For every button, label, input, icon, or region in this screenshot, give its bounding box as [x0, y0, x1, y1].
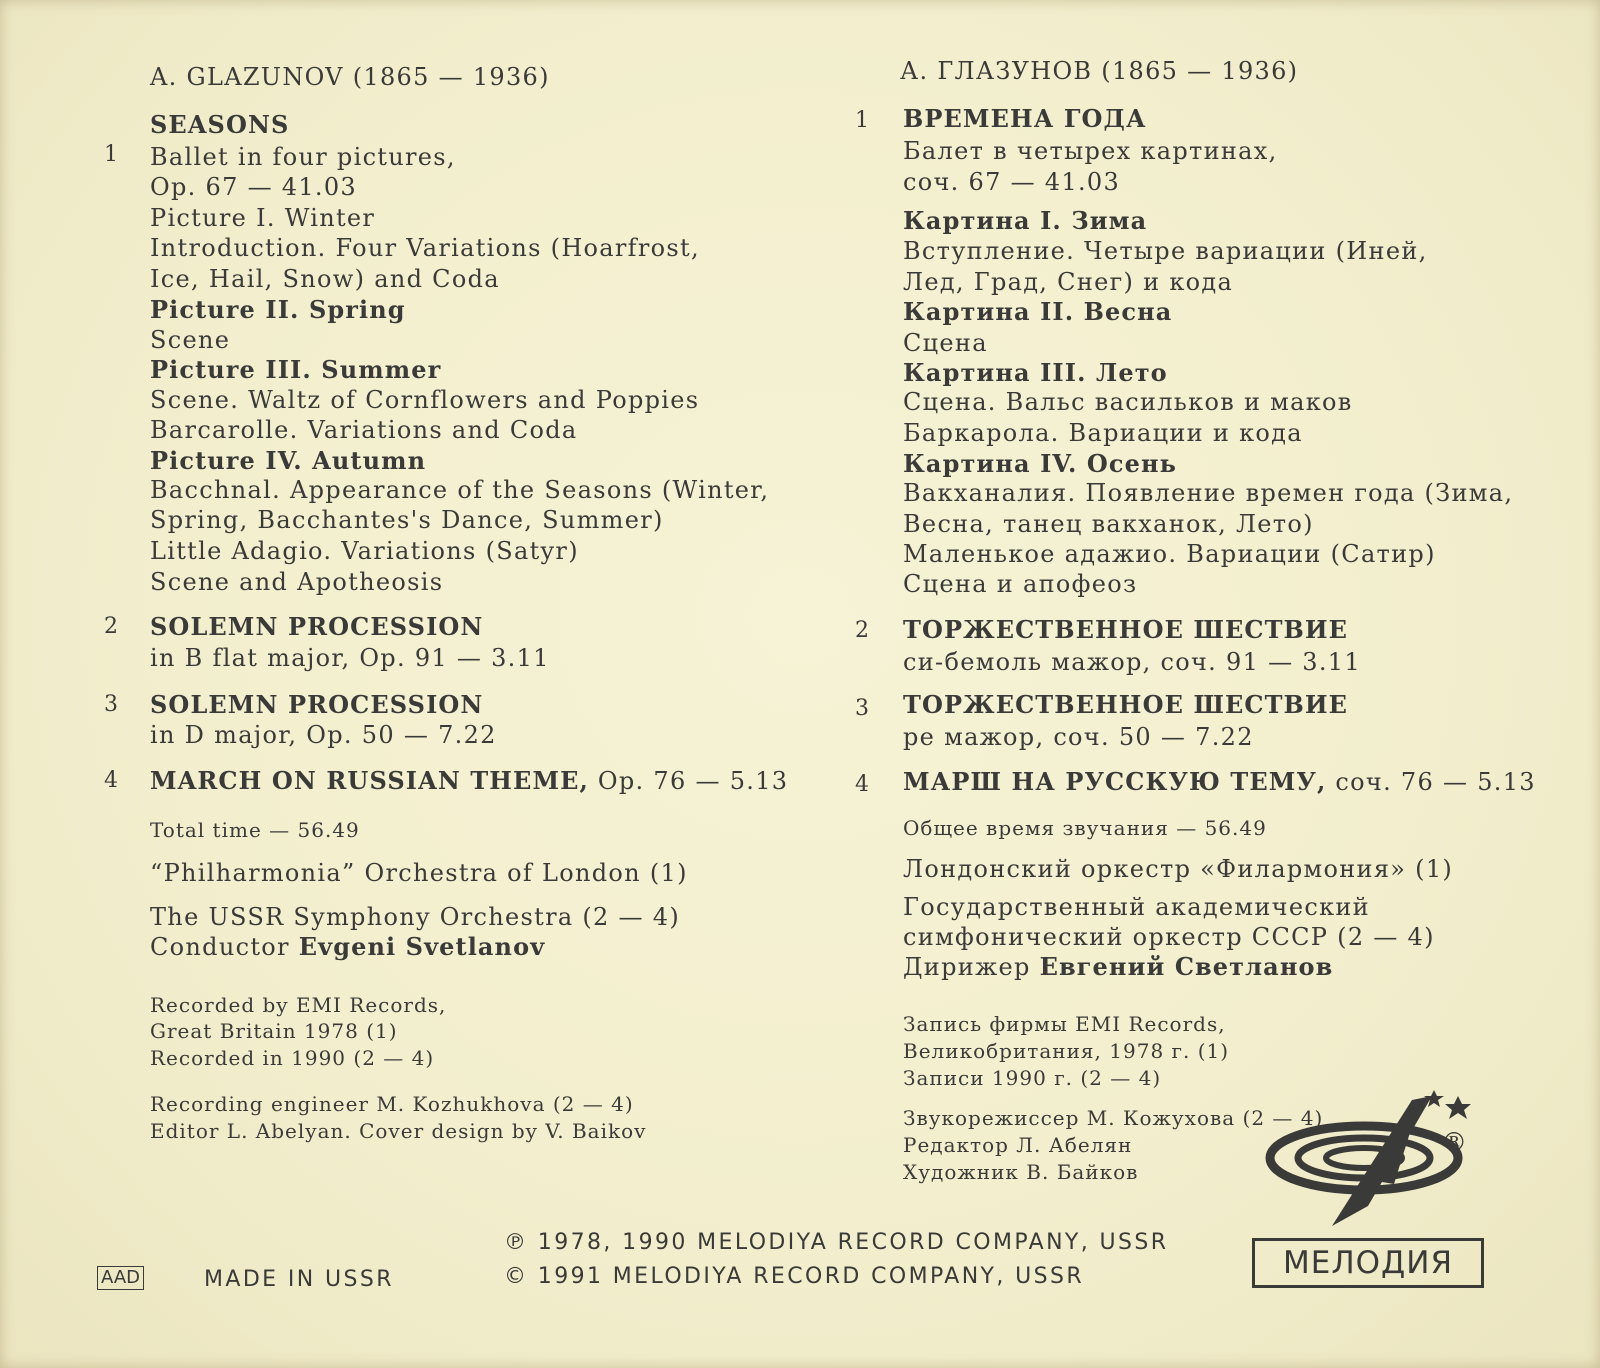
track-2-subtitle-ru: си-бемоль мажор, соч. 91 — 3.11 — [903, 648, 1361, 676]
picture-heading: Picture II. Spring — [150, 295, 406, 324]
orchestra-ussr: The USSR Symphony Orchestra (2 — 4) — [150, 903, 680, 931]
track-4-line-ru — [903, 767, 1536, 797]
track-1-line: Ice, Hail, Snow) and Coda — [150, 265, 500, 293]
melodiya-brand-box: МЕЛОДИЯ — [1252, 1238, 1484, 1288]
registered-mark: ® — [1441, 1128, 1469, 1158]
track-2-number-ru: 2 — [855, 618, 869, 643]
aad-badge: AAD — [97, 1266, 144, 1290]
recording-credit: Recorded by EMI Records, — [150, 993, 447, 1017]
track-1-line: Scene — [150, 326, 231, 354]
picture-heading: Picture IV. Autumn — [150, 446, 427, 475]
track-3-title: SOLEMN PROCESSION — [150, 690, 484, 719]
track-2-title: SOLEMN PROCESSION — [150, 612, 484, 641]
composer-heading-ru: А. ГЛАЗУНОВ (1865 — 1936) — [900, 57, 1299, 85]
track-1-line: Ballet in four pictures, — [150, 143, 456, 171]
track-1-title-ru: ВРЕМЕНА ГОДА — [903, 104, 1147, 133]
track-1-line-ru: Вакханалия. Появление времен года (Зима, — [903, 479, 1514, 507]
track-1-line-ru: Вступление. Четыре вариации (Иней, — [903, 237, 1428, 265]
orchestra-ussr-ru: Государственный академический — [903, 893, 1370, 921]
track-2-number: 2 — [104, 614, 118, 639]
conductor-line-ru — [903, 952, 1333, 982]
copyright-line: © 1991 MELODIYA RECORD COMPANY, USSR — [504, 1264, 1085, 1289]
editor-credit-ru: Редактор Л. Абелян — [903, 1133, 1133, 1157]
track-4-opus: Op. 76 — 5.13 — [597, 767, 789, 795]
track-1-line-ru: Балет в четырех картинах, — [903, 137, 1278, 165]
track-1-line: Bacchnal. Appearance of the Seasons (Winter, — [150, 476, 770, 504]
track-3-number: 3 — [104, 692, 118, 717]
track-4-line — [150, 766, 788, 796]
orchestra-london: “Philharmonia” Orchestra of London (1) — [150, 859, 688, 887]
melodiya-logo-icon — [1262, 1086, 1502, 1236]
recording-credit: Recorded in 1990 (2 — 4) — [150, 1046, 435, 1070]
track-1-line: Scene. Waltz of Cornflowers and Poppies — [150, 386, 700, 414]
recording-credit-ru: Великобритания, 1978 г. (1) — [903, 1039, 1230, 1063]
total-time: Total time — 56.49 — [150, 818, 360, 842]
track-3-title-ru: ТОРЖЕСТВЕННОЕ ШЕСТВИЕ — [903, 690, 1349, 719]
track-1-line: Picture I. Winter — [150, 204, 376, 232]
track-1-line-ru: Весна, танец вакханок, Лето) — [903, 510, 1314, 538]
picture-heading-ru: Картина IV. Осень — [903, 449, 1178, 478]
track-1-number-ru: 1 — [855, 108, 869, 133]
orchestra-ussr-ru: симфонический оркестр СССР (2 — 4) — [903, 923, 1435, 951]
track-1-line: Introduction. Four Variations (Hoarfrost, — [150, 234, 700, 262]
engineer-credit: Recording engineer M. Kozhukhova (2 — 4) — [150, 1092, 634, 1116]
track-1-line: Scene and Apotheosis — [150, 568, 444, 596]
conductor-line — [150, 932, 545, 962]
track-3-number-ru: 3 — [855, 696, 869, 721]
orchestra-london-ru: Лондонский оркестр «Филармония» (1) — [903, 855, 1454, 883]
track-4-number: 4 — [104, 768, 118, 793]
track-3-subtitle-ru: ре мажор, соч. 50 — 7.22 — [903, 723, 1254, 751]
track-2-title-ru: ТОРЖЕСТВЕННОЕ ШЕСТВИЕ — [903, 615, 1349, 644]
track-4-number-ru: 4 — [855, 772, 869, 797]
track-4-opus-ru: соч. 76 — 5.13 — [1335, 768, 1536, 796]
conductor-label-ru: Дирижер — [903, 953, 1031, 981]
recording-credit-ru: Запись фирмы EMI Records, — [903, 1012, 1226, 1036]
conductor-label: Conductor — [150, 933, 290, 961]
engineer-credit-ru: Звукорежиссер М. Кожухова (2 — 4) — [903, 1106, 1324, 1130]
phonogram-copyright: ℗ 1978, 1990 MELODIYA RECORD COMPANY, USSR — [504, 1230, 1169, 1255]
made-in-ussr: MADE IN USSR — [204, 1267, 394, 1292]
track-1-line-ru: Сцена. Вальс васильков и маков — [903, 388, 1353, 416]
artist-credit-ru: Художник В. Байков — [903, 1160, 1139, 1184]
track-2-subtitle: in B flat major, Op. 91 — 3.11 — [150, 644, 550, 672]
track-1-line-ru: Лед, Град, Снег) и кода — [903, 268, 1234, 296]
track-1-title: SEASONS — [150, 110, 290, 139]
track-1-line: Spring, Bacchantes's Dance, Summer) — [150, 506, 664, 534]
track-1-line: Op. 67 — 41.03 — [150, 173, 358, 201]
editor-credit: Editor L. Abelyan. Cover design by V. Baikov — [150, 1119, 647, 1143]
track-1-line-ru: Маленькое адажио. Вариации (Сатир) — [903, 540, 1436, 568]
recording-credit: Great Britain 1978 (1) — [150, 1019, 398, 1043]
picture-heading-ru: Картина III. Лето — [903, 358, 1168, 387]
track-1-line: Barcarolle. Variations and Coda — [150, 416, 578, 444]
track-1-line-ru: Сцена — [903, 329, 988, 357]
track-4-title-ru: МАРШ НА РУССКУЮ ТЕМУ, — [903, 767, 1327, 796]
recording-credit-ru: Записи 1990 г. (2 — 4) — [903, 1066, 1162, 1090]
track-1-line-ru: Сцена и апофеоз — [903, 570, 1138, 598]
track-3-subtitle: in D major, Op. 50 — 7.22 — [150, 721, 497, 749]
track-1-number: 1 — [104, 142, 118, 167]
picture-heading: Picture III. Summer — [150, 355, 442, 384]
track-1-line-ru: соч. 67 — 41.03 — [903, 168, 1121, 196]
conductor-name-ru: Евгений Светланов — [1039, 952, 1334, 981]
track-4-title: MARCH ON RUSSIAN THEME, — [150, 766, 589, 795]
track-1-line: Little Adagio. Variations (Satyr) — [150, 537, 579, 565]
picture-heading-ru: Картина I. Зима — [903, 206, 1148, 235]
track-1-line-ru: Баркарола. Вариации и кода — [903, 419, 1303, 447]
total-time-ru: Общее время звучания — 56.49 — [903, 816, 1267, 840]
picture-heading-ru: Картина II. Весна — [903, 297, 1173, 326]
conductor-name: Evgeni Svetlanov — [298, 932, 546, 961]
composer-heading: A. GLAZUNOV (1865 — 1936) — [150, 63, 550, 91]
